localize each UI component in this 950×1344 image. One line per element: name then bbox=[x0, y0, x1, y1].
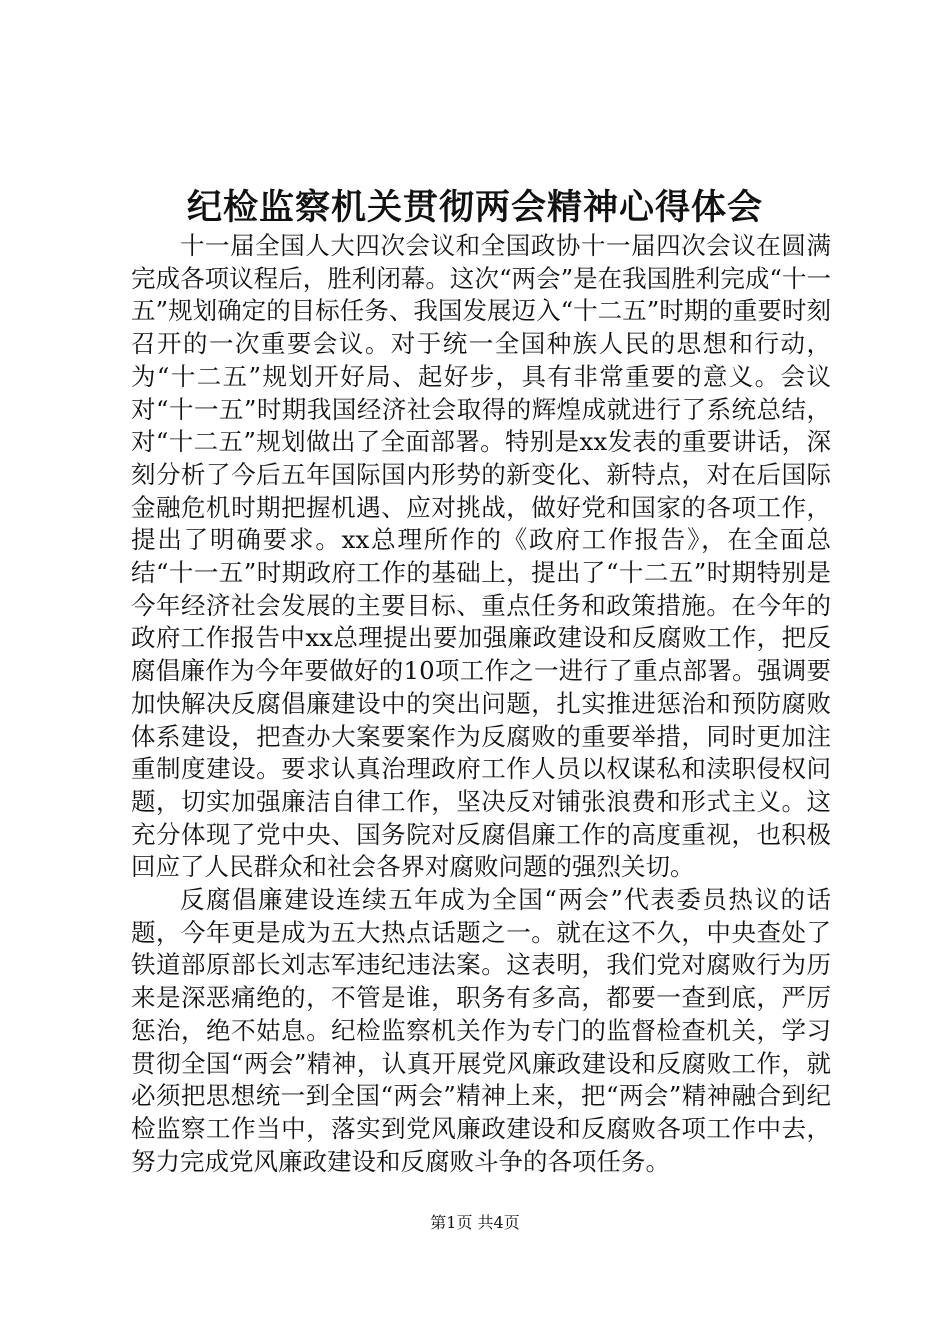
document-title: 纪检监察机关贯彻两会精神心得体会 bbox=[186, 187, 763, 228]
page-number-footer: 第1页 共4页 bbox=[430, 1213, 520, 1232]
paragraph: 反腐倡廉建设连续五年成为全国“两会”代表委员热议的话题，今年更是成为五大热点话题之一。就在这不久，中央查处了铁道部原部长刘志军违纪违法案。这表明，我们党对腐败行为历来是深恶痛绝的，不管是谁，职务有多高，都要一查到底，严厉惩治，绝不姑息。纪检监察机关作为专门的监督检查机关，学习贯彻全国“两会”精神，认真开展党风廉政建设和反腐败工作，就必须把思想统一到全国“两会”精神上来，把“两会”精神融合到纪检监察工作当中，落实到党风廉政建设和反腐败各项工作中去，努力完成党风廉政建设和反腐败斗争的各项任务。 bbox=[131, 885, 831, 1176]
document-body bbox=[131, 230, 831, 1178]
paragraph: 十一届全国人大四次会议和全国政协十一届四次会议在圆满完成各项议程后，胜利闭幕。这次“两会”是在我国胜利完成“十一五”规划确定的目标任务、我国发展迈入“十二五”时期的重要时刻召开的一次重要会议。对于统一全国种族人民的思想和行动，为“十二五”规划开好局、起好步，具有非常重要的意义。会议对“十一五”时期我国经济社会取得的辉煌成就进行了系统总结，对“十二五”规划做出了全面部署。特别是xx发表的重要讲话，深刻分析了今后五年国际国内形势的新变化、新特点，对在后国际金融危机时期把握机遇、应对挑战，做好党和国家的各项工作，提出了明确要求。xx总理所作的《政府工作报告》，在全面总结“十一五”时期政府工作的基础上，提出了“十二五”时期特别是今年经济社会发展的主要目标、重点任务和政策措施。在今年的政府工作报告中xx总理提出要加强廉政建设和反腐败工作，把反腐倡廉作为今年要做好的10项工作之一进行了重点部署。强调要加快解决反腐倡廉建设中的突出问题，扎实推进惩治和预防腐败体系建设，把查办大案要案作为反腐败的重要举措，同时更加注重制度建设。要求认真治理政府工作人员以权谋私和渎职侵权问题，切实加强廉洁自律工作，坚决反对铺张浪费和形式主义。这充分体现了党中央、国务院对反腐倡廉工作的高度重视，也积极回应了人民群众和社会各界对腐败问题的强烈关切。 bbox=[131, 231, 831, 882]
